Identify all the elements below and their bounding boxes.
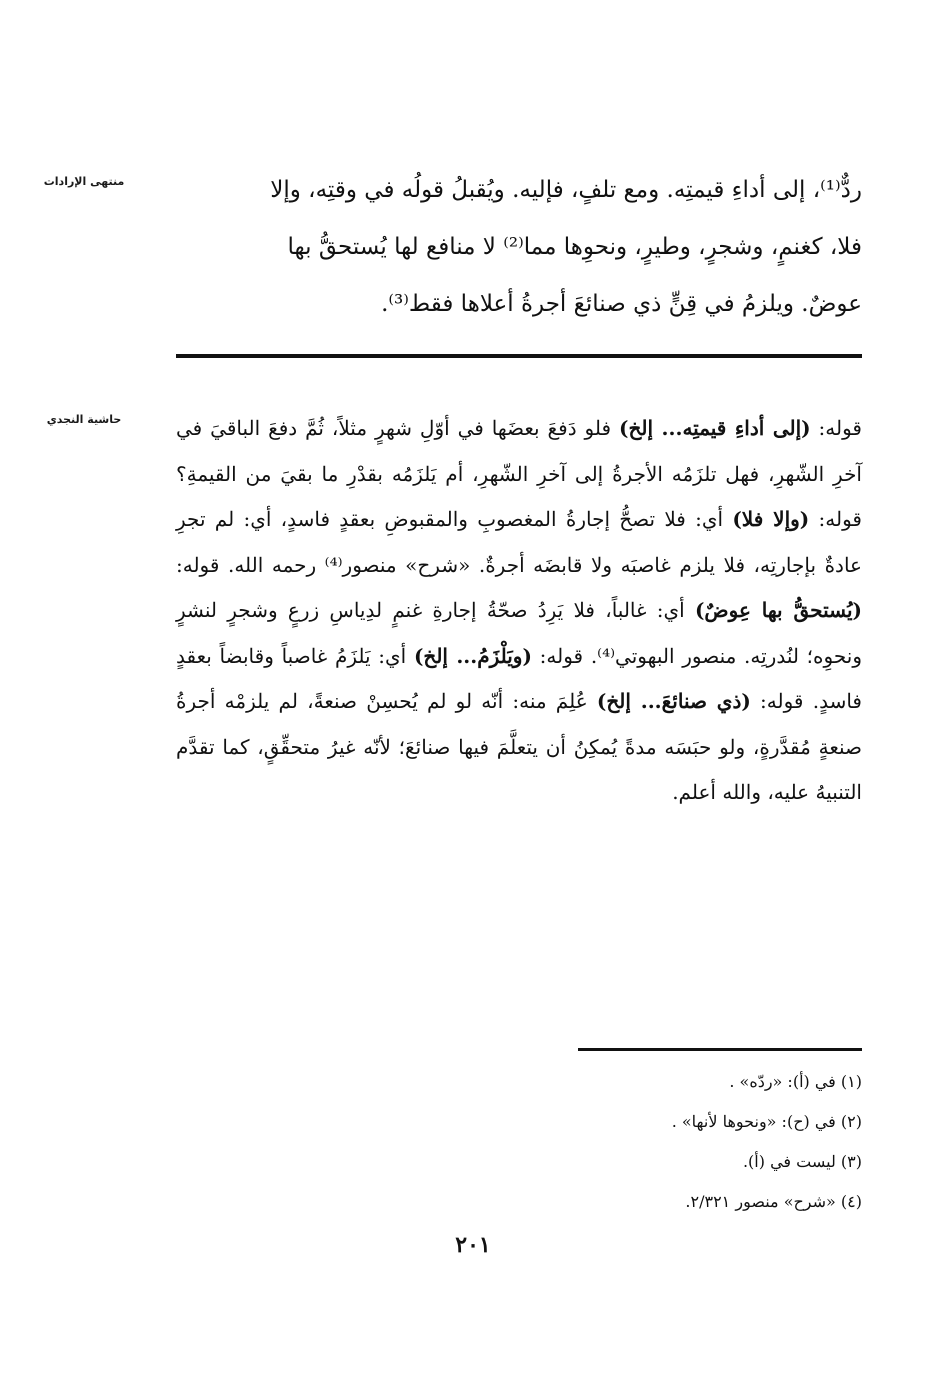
commentary-text: أي: فلا تصحُّ إجارةُ المغصوبِ والمقبوضِ بعقدٍ فاسدٍ، أي: لم تجرِ عادةٌ بإجارتِه، فلا يلزم غاصبَه ولا قابضَه أجرةٌ. «شرح» منصور⁽⁴⁾ رحمه الله. قوله: [176, 507, 862, 577]
commentary-quote: (يُستحقُّ بها عِوضٌ) [694, 598, 862, 622]
footnotes [300, 1062, 862, 1222]
commentary-text: قوله: [810, 416, 862, 440]
commentary-block [176, 406, 862, 816]
main-text-line: فلا، كغنمٍ، وشجرٍ، وطيرٍ، ونحوِها مما⁽²⁾ لا منافع لها يُستحقُّ بها [287, 234, 862, 260]
side-label-commentary: حاشية النجدي [46, 413, 122, 426]
main-text-block [176, 162, 862, 333]
footnote: (٤) «شرح» منصور ٢/٣٢١. [685, 1192, 862, 1211]
commentary-quote: (وإلا فلا) [732, 507, 810, 531]
footnote: (٢) في (ح): «ونحوها لأنها» . [671, 1112, 862, 1131]
commentary-quote: (ذي صنائعَ... إلخ) [596, 689, 751, 713]
side-label-main: منتهى الإرادات [43, 175, 125, 188]
footnote: (١) في (أ): «ردّه» . [729, 1072, 862, 1091]
page-number: ٢٠١ [455, 1232, 491, 1258]
commentary-text: فلو دَفعَ بعضَها في أوّلِ شهرٍ مثلاً، ثُمَّ دفعَ الباقيَ في آخرِ الشّهرِ، فهل تلزَمُه الأجرةُ إلى آخرِ الشّهرِ، أم يَلزَمُه بقدْرِ ما بقيَ من القيمةِ؟ قوله: [176, 416, 862, 531]
footnote: (٣) ليست في (أ). [742, 1152, 862, 1171]
commentary-quote: (إلى أداءِ قيمتِه... إلخ) [619, 416, 811, 440]
footnote-divider [578, 1048, 862, 1051]
main-text-line: ردٌّ⁽¹⁾، إلى أداءِ قيمتِه. ومع تلفٍ، فإليه. ويُقبلُ قولُه في وقتِه، وإلا [270, 177, 862, 203]
commentary-text: عُلِمَ منه: أنّه لو لم يُحسِنْ صنعةً، لم يلزمْه أجرةُ صنعةٍ مُقدَّرةٍ، ولو حبَسَه مدةً يُمكِنُ أن يتعلَّمَ فيها صنائعَ؛ لأنّه غيرُ متحقِّقٍ، كما تقدَّم التنبيهُ عليه، والله أعلم. [176, 689, 862, 804]
commentary-quote: (ويَلْزَمُ... إلخ) [413, 643, 532, 668]
section-divider [176, 354, 862, 358]
main-text-line: عوضٌ. ويلزمُ في قِنٍّ ذي صنائعَ أجرةُ أعلاها فقط⁽³⁾. [381, 291, 862, 317]
commentary-text: أي: يَلزَمُ غاصباً وقابضاً بعقدٍ فاسدٍ. قوله: [176, 643, 862, 713]
commentary-text: أي: غالباً، فلا يَرِدُ صحّةُ إجارةِ غنمٍ لدِياسِ زرعٍ وشجرٍ لنشرٍ ونحوِه؛ لنُدرتِه. منصور البهوتي⁽⁴⁾. قوله: [176, 598, 862, 668]
